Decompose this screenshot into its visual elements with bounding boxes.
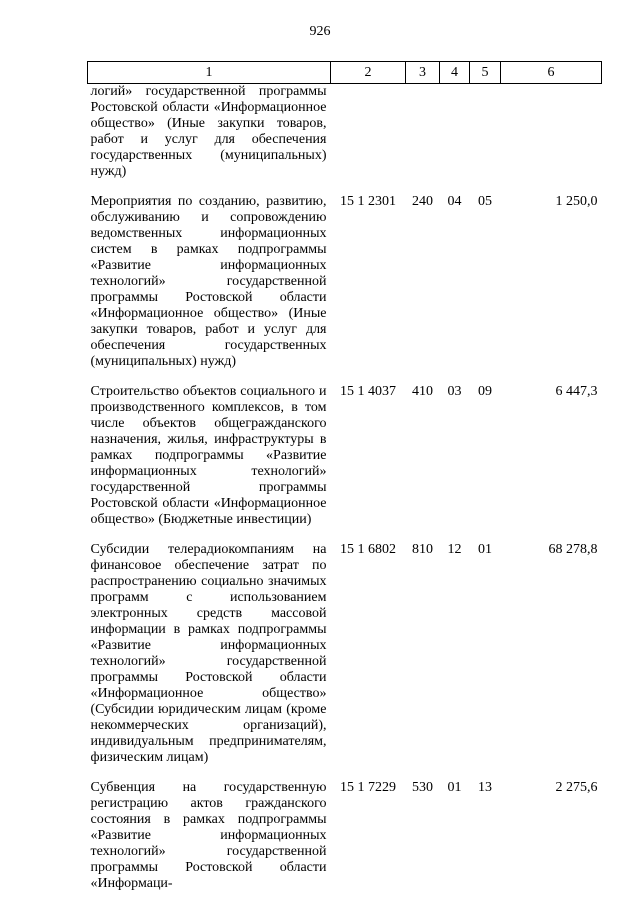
table-row [88, 384, 602, 542]
row-csr: 15 1 2301 [340, 194, 396, 209]
row-rz: 12 [447, 542, 462, 557]
row-rz [440, 84, 470, 195]
row-amount: 2 275,6 [555, 780, 598, 795]
header-col-amount: 6 [501, 62, 602, 84]
table-row [88, 542, 602, 780]
page-number: 926 [309, 24, 331, 39]
budget-table [87, 61, 602, 906]
row-name: логий» государственной программы Ростовской области «Информационное общество» (Иные закупки товаров, работ и услуг для обеспечения государственных (муниципальных) нужд) [90, 84, 327, 179]
row-vr: 240 [412, 194, 433, 209]
row-amount: 1 250,0 [555, 194, 598, 209]
row-csr: 15 1 7229 [340, 780, 396, 795]
row-vr: 410 [412, 384, 433, 399]
row-csr: 15 1 6802 [340, 542, 396, 557]
header-col-name: 1 [88, 62, 331, 84]
header-col-pr: 5 [470, 62, 501, 84]
row-pr: 01 [478, 542, 492, 557]
row-name: Строительство объектов социального и производственного комплексов, в том числе объектов общегражданского назначения, жилья, инфраструктуры в рамках подпрограммы «Развитие информационных технологий» государственной программы Ростовской области «Информационное общество» (Бюджетные инвестиции) [90, 384, 327, 527]
row-pr: 09 [478, 384, 492, 399]
row-rz: 03 [447, 384, 462, 399]
row-vr [406, 84, 440, 195]
row-pr: 13 [478, 780, 492, 795]
row-vr: 530 [412, 780, 433, 795]
row-pr: 05 [478, 194, 492, 209]
table-row [88, 194, 602, 384]
row-amount [501, 84, 602, 195]
row-amount: 6 447,3 [555, 384, 598, 399]
row-name: Мероприятия по созданию, развитию, обслуживанию и сопровождению ведомственных информационных систем в рамках подпрограммы «Развитие информационных технологий» государственной программы Ростовской области «Информационное общество» (Иные закупки товаров, работ и услуг для обеспечения государственных (муниципальных) нужд) [90, 194, 327, 369]
row-vr: 810 [412, 542, 433, 557]
row-csr [331, 84, 406, 195]
header-col-rz: 4 [440, 62, 470, 84]
row-csr: 15 1 4037 [340, 384, 396, 399]
row-rz: 04 [447, 194, 462, 209]
row-pr [470, 84, 501, 195]
row-name: Субсидии телерадиокомпаниям на финансовое обеспечение затрат по распространению социально значимых программ с использованием электронных средств массовой информации в рамках подпрограммы «Развитие информационных технологий» государственной программы Ростовской области «Информационное общество» (Субсидии юридическим лицам (кроме некоммерческих организаций), индивидуальным предпринимателям, физическим лицам) [90, 542, 327, 765]
table-row [88, 84, 602, 195]
header-col-csr: 2 [331, 62, 406, 84]
table-row [88, 780, 602, 906]
row-rz: 01 [447, 780, 462, 795]
row-name: Субвенция на государственную регистрацию актов гражданского состояния в рамках подпрограммы «Развитие информационных технологий» государственной программы Ростовской области «Информаци- [90, 780, 327, 891]
row-amount: 68 278,8 [548, 542, 598, 557]
header-col-vr: 3 [406, 62, 440, 84]
table-header-row [88, 62, 602, 84]
